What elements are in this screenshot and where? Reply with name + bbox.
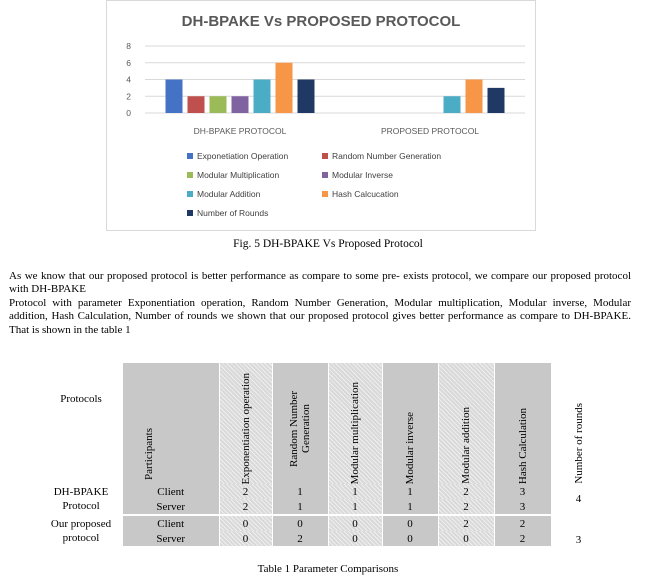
table-row <box>39 484 607 499</box>
value-cell: 2 <box>494 516 551 531</box>
legend-item <box>322 170 393 180</box>
y-tick-label: 2 <box>126 91 131 102</box>
value-cell: 2 <box>494 531 551 546</box>
y-tick-label: 4 <box>126 74 131 85</box>
legend-label: Exponetiation Operation <box>197 151 289 161</box>
value-cell: 2 <box>272 531 328 546</box>
header-minv-label: Modular inverse <box>404 411 416 484</box>
value-cell: 0 <box>382 516 438 531</box>
table-row <box>39 531 607 546</box>
legend-swatch <box>322 153 328 159</box>
header-exp <box>219 363 272 484</box>
legend-swatch <box>187 153 193 159</box>
header-participants-label: Participants <box>143 428 155 480</box>
table-row <box>39 499 607 514</box>
header-madd <box>438 363 494 484</box>
bar <box>444 96 461 113</box>
value-cell: 1 <box>328 484 382 499</box>
legend-swatch <box>187 210 193 216</box>
table-caption: Table 1 Parameter Comparisons <box>257 563 399 575</box>
value-cell: 3 <box>494 484 551 499</box>
y-tick-label: 8 <box>126 41 131 51</box>
header-hash-label: Hash Calculation <box>516 407 529 484</box>
bar <box>488 88 505 113</box>
value-cell: 0 <box>219 531 272 546</box>
bar <box>276 63 293 113</box>
bar <box>298 80 315 114</box>
participant-cell: Server <box>123 531 219 546</box>
header-participants <box>123 363 219 484</box>
header-rounds-label: Number of rounds <box>572 403 585 484</box>
legend-item <box>322 189 399 199</box>
rounds-dh-bpake: 4 <box>575 493 582 505</box>
table-row <box>39 516 607 531</box>
protocol-proposed: Our proposed protocol <box>50 518 112 544</box>
participant-cell: Client <box>123 484 219 499</box>
value-cell: 2 <box>438 499 494 514</box>
header-mmul <box>328 363 382 484</box>
x-category-label: PROPOSED PROTOCOL <box>380 126 480 136</box>
value-cell: 0 <box>272 516 328 531</box>
value-cell: 2 <box>219 484 272 499</box>
parameter-comparison-table <box>39 363 607 546</box>
table-header-row <box>39 363 607 484</box>
legend-swatch <box>322 172 328 178</box>
rounds-proposed: 3 <box>575 534 582 546</box>
legend-item <box>187 170 279 180</box>
legend-swatch <box>322 191 328 197</box>
legend-item <box>322 151 441 161</box>
header-rng <box>272 363 328 484</box>
bar <box>166 80 183 114</box>
y-tick-label: 6 <box>126 57 131 68</box>
legend-label: Hash Calcucation <box>332 189 399 199</box>
legend-item <box>187 208 268 218</box>
header-mmul-label: Modular multiplication <box>349 381 361 484</box>
figure-caption: Fig. 5 DH-BPAKE Vs Proposed Protocol <box>233 238 423 250</box>
value-cell: 0 <box>328 516 382 531</box>
paragraph-1: As we know that our proposed protocol is better performance as compare to some pre- exists protocol, we compare our proposed protocol with DH-BPAKE <box>9 270 631 296</box>
legend-label: Modular Addition <box>197 189 261 199</box>
bar <box>232 96 249 113</box>
bar-chart <box>107 1 535 151</box>
legend-swatch <box>187 172 193 178</box>
participant-cell: Client <box>123 516 219 531</box>
value-cell: 0 <box>438 531 494 546</box>
value-cell: 1 <box>382 499 438 514</box>
chart-title: DH-BPAKE Vs PROPOSED PROTOCOL <box>181 13 461 30</box>
value-cell: 1 <box>272 484 328 499</box>
legend-label: Random Number Generation <box>332 151 442 161</box>
legend-label: Modular Inverse <box>332 170 393 180</box>
chart-container <box>106 0 536 231</box>
header-minv <box>382 363 438 484</box>
value-cell: 0 <box>328 531 382 546</box>
value-cell: 3 <box>494 499 551 514</box>
bar <box>210 96 227 113</box>
value-cell: 2 <box>438 516 494 531</box>
value-cell: 0 <box>219 516 272 531</box>
legend-swatch <box>187 191 193 197</box>
header-rng-label: Random Number Generation <box>288 390 312 468</box>
y-tick-label: 0 <box>126 108 131 118</box>
value-cell: 1 <box>382 484 438 499</box>
header-exp-label: Exponentiation operation <box>239 372 252 484</box>
bar <box>466 80 483 114</box>
legend-item <box>187 189 260 199</box>
value-cell: 2 <box>438 484 494 499</box>
legend-label: Number of Rounds <box>197 208 269 218</box>
protocol-dh-bpake: DH-BPAKE Protocol <box>53 486 109 512</box>
participant-cell: Server <box>123 499 219 514</box>
legend-item <box>187 151 288 161</box>
value-cell: 1 <box>272 499 328 514</box>
bar <box>254 80 271 114</box>
header-protocols: Protocols <box>60 393 102 405</box>
header-hash <box>494 363 551 484</box>
bar <box>188 96 205 113</box>
header-madd-label: Modular addition <box>460 407 472 484</box>
value-cell: 2 <box>219 499 272 514</box>
x-category-label: DH-BPAKE PROTOCOL <box>193 126 287 136</box>
paragraph-2: Protocol with parameter Exponentiation operation, Random Number Generation, Modular multiplication, Modular inverse, Modular addition, Hash Calculation, Number of rounds we shown that our proposed protocol gives better performance as compare to DH-BPAKE. That is shown in the table 1 <box>9 297 631 336</box>
value-cell: 1 <box>328 499 382 514</box>
value-cell: 0 <box>382 531 438 546</box>
header-rounds <box>551 363 607 484</box>
legend-label: Modular Multiplication <box>197 170 280 180</box>
